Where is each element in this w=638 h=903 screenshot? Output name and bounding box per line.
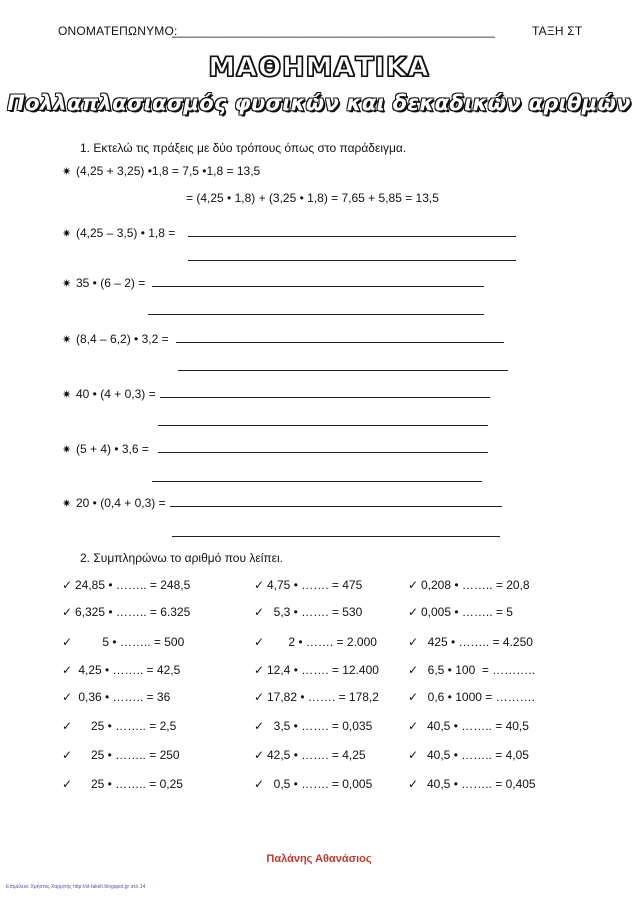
- checkmark-icon: ✓: [408, 777, 419, 791]
- fill-item[interactable]: ✓ 24,85 • …….. = 248,5: [62, 578, 191, 592]
- answer-line[interactable]: [176, 342, 504, 343]
- name-label: ΟΝΟΜΑΤΕΠΩΝΥΜΟ:: [58, 24, 178, 38]
- fill-item[interactable]: ✓ 6,325 • …….. = 6.325: [62, 605, 191, 619]
- fill-item[interactable]: ✓ 0,208 • …….. = 20,8: [408, 578, 530, 592]
- answer-line[interactable]: [170, 506, 502, 507]
- checkmark-icon: ✓: [408, 690, 419, 704]
- example-line-1: ✷ (4,25 + 3,25) •1,8 = 7,5 •1,8 = 13,5: [62, 164, 261, 178]
- fill-item[interactable]: ✓ 25 • …….. = 0,25: [62, 777, 183, 791]
- asterisk-icon: ✷: [62, 228, 72, 240]
- exercise-2: ✷ 35 • (6 – 2) =: [62, 276, 146, 290]
- checkmark-icon: ✓: [254, 578, 265, 592]
- fill-item[interactable]: ✓ 425 • …….. = 4.250: [408, 635, 533, 649]
- checkmark-icon: ✓: [62, 663, 73, 677]
- asterisk-icon: ✷: [62, 444, 72, 456]
- fill-item[interactable]: ✓ 42,5 • ……. = 4,25: [254, 748, 366, 762]
- checkmark-icon: ✓: [62, 605, 73, 619]
- checkmark-icon: ✓: [408, 605, 419, 619]
- exercise-4: ✷ 40 • (4 + 0,3) =: [62, 387, 156, 401]
- checkmark-icon: ✓: [62, 748, 73, 762]
- checkmark-icon: ✓: [254, 663, 265, 677]
- checkmark-icon: ✓: [254, 605, 265, 619]
- checkmark-icon: ✓: [62, 777, 73, 791]
- exercise-6: ✷ 20 • (0,4 + 0,3) =: [62, 496, 166, 510]
- answer-line[interactable]: [172, 536, 500, 537]
- answer-line[interactable]: [152, 286, 484, 287]
- credit-line: Επιμέλεια: Χρήστος Χαρμπής http://st-taksh.blogspot.gr σελ.14: [6, 884, 146, 890]
- checkmark-icon: ✓: [408, 748, 419, 762]
- page-title: ΜΑΘΗΜΑΤΙΚΑ: [208, 52, 430, 83]
- fill-item[interactable]: ✓ 40,5 • …….. = 40,5: [408, 719, 529, 733]
- fill-item[interactable]: ✓ 25 • …….. = 250: [62, 748, 180, 762]
- fill-item[interactable]: ✓ 40,5 • …….. = 4,05: [408, 748, 529, 762]
- checkmark-icon: ✓: [408, 635, 419, 649]
- answer-line[interactable]: [158, 425, 488, 426]
- fill-item[interactable]: ✓ 0,36 • …….. = 36: [62, 690, 171, 704]
- asterisk-icon: ✷: [62, 334, 72, 346]
- answer-line[interactable]: [178, 370, 508, 371]
- answer-line[interactable]: [148, 314, 484, 315]
- checkmark-icon: ✓: [254, 748, 265, 762]
- checkmark-icon: ✓: [254, 719, 265, 733]
- exercise-1: ✷ (4,25 – 3,5) • 1,8 =: [62, 226, 176, 240]
- checkmark-icon: ✓: [254, 635, 265, 649]
- fill-item[interactable]: ✓ 2 • ……. = 2.000: [254, 635, 377, 649]
- exercise-3: ✷ (8,4 – 6,2) • 3,2 =: [62, 332, 169, 346]
- answer-line[interactable]: [160, 397, 490, 398]
- section1-heading: 1. Εκτελώ τις πράξεις με δύο τρόπους όπως στο παράδειγμα.: [80, 141, 407, 155]
- page-subtitle: Πολλαπλασιασμός φυσικών και δεκαδικών αριθμών: [7, 91, 631, 115]
- answer-line[interactable]: [152, 481, 482, 482]
- section2-heading: 2. Συμπληρώνω το αριθμό που λείπει.: [80, 551, 284, 565]
- answer-line[interactable]: [188, 236, 516, 237]
- fill-item[interactable]: ✓ 3,5 • ……. = 0,035: [254, 719, 373, 733]
- answer-line[interactable]: [188, 260, 516, 261]
- fill-item[interactable]: ✓ 17,82 • ……. = 178,2: [254, 690, 379, 704]
- asterisk-icon: ✷: [62, 166, 72, 178]
- checkmark-icon: ✓: [62, 578, 73, 592]
- checkmark-icon: ✓: [62, 719, 73, 733]
- fill-item[interactable]: ✓ 6,5 • 100 = ………..: [408, 663, 535, 677]
- fill-item[interactable]: ✓ 5 • …….. = 500: [62, 635, 185, 649]
- fill-item[interactable]: ✓ 0,005 • …….. = 5: [408, 605, 513, 619]
- answer-line[interactable]: [158, 452, 488, 453]
- example-line-2: = (4,25 • 1,8) + (3,25 • 1,8) = 7,65 + 5,85 = 13,5: [186, 191, 439, 205]
- class-label: ΤΑΞΗ ΣΤ: [532, 24, 583, 38]
- author-name: Παλάνης Αθανάσιος: [266, 853, 372, 865]
- asterisk-icon: ✷: [62, 278, 72, 290]
- exercise-5: ✷ (5 + 4) • 3,6 =: [62, 442, 149, 456]
- fill-item[interactable]: ✓ 25 • …….. = 2,5: [62, 719, 177, 733]
- fill-item[interactable]: ✓ 4,75 • ……. = 475: [254, 578, 363, 592]
- checkmark-icon: ✓: [408, 719, 419, 733]
- checkmark-icon: ✓: [62, 635, 73, 649]
- fill-item[interactable]: ✓ 0,5 • ……. = 0,005: [254, 777, 373, 791]
- checkmark-icon: ✓: [254, 690, 265, 704]
- checkmark-icon: ✓: [62, 690, 73, 704]
- fill-item[interactable]: ✓ 5,3 • ……. = 530: [254, 605, 363, 619]
- checkmark-icon: ✓: [408, 578, 419, 592]
- fill-item[interactable]: ✓ 12,4 • ……. = 12.400: [254, 663, 379, 677]
- asterisk-icon: ✷: [62, 498, 72, 510]
- checkmark-icon: ✓: [408, 663, 419, 677]
- fill-item[interactable]: ✓ 40,5 • …….. = 0,405: [408, 777, 536, 791]
- fill-item[interactable]: ✓ 4,25 • …….. = 42,5: [62, 663, 181, 677]
- name-blank[interactable]: _______________________________________________: [172, 24, 496, 38]
- asterisk-icon: ✷: [62, 389, 72, 401]
- fill-item[interactable]: ✓ 0,6 • 1000 = ……….: [408, 690, 535, 704]
- checkmark-icon: ✓: [254, 777, 265, 791]
